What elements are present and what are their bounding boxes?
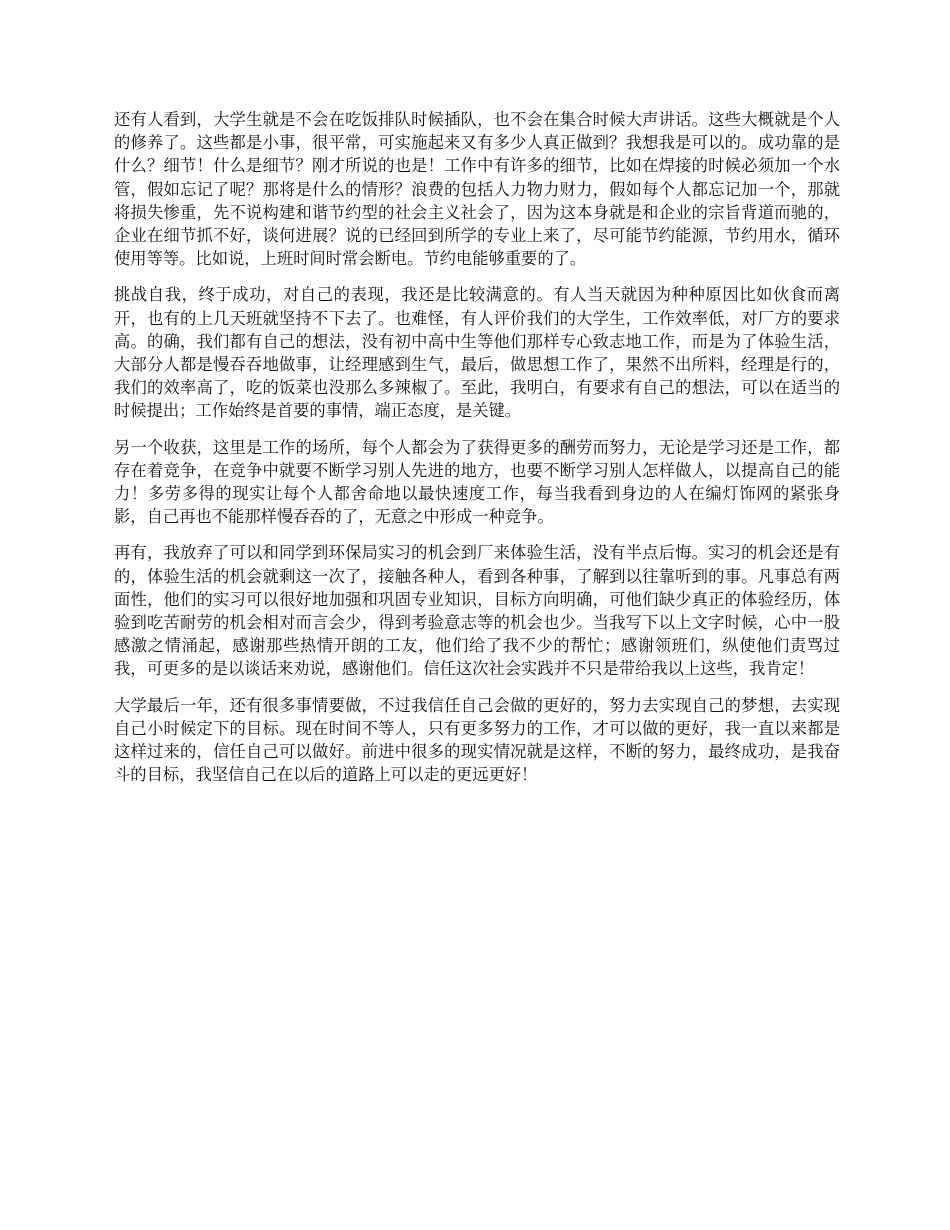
paragraph-5: 大学最后一年，还有很多事情要做，不过我信任自己会做的更好的，努力去实现自己的梦想，去实现自己小时候定下的目标。现在时间不等人，只有更多努力的工作，才可以做的更好，我一直以来都是这样过来的，信任自己可以做好。前进中很多的现实情况就是这样，不断的努力，最终成功，是我奋斗的目标，我坚信自己在以后的道路上可以走的更远更好！ xyxy=(114,695,840,785)
paragraph-3: 另一个收获，这里是工作的场所，每个人都会为了获得更多的酬劳而努力，无论是学习还是工作，都存在着竞争，在竞争中就要不断学习别人先进的地方，也要不断学习别人怎样做人，以提高自己的能力！多劳多得的现实让每个人都舍命地以最快速度工作，每当我看到身边的人在编灯饰网的紧张身影，自己再也不能那样慢吞吞的了，无意之中形成一种竞争。 xyxy=(114,437,840,527)
paragraph-1: 还有人看到，大学生就是不会在吃饭排队时候插队，也不会在集合时候大声讲话。这些大概就是个人的修养了。这些都是小事，很平常，可实施起来又有多少人真正做到？我想我是可以的。成功靠的是什么？细节！什么是细节？刚才所说的也是！工作中有许多的细节，比如在焊接的时候必须加一个水管，假如忘记了呢？那将是什么的情形？浪费的包括人力物力财力，假如每个人都忘记加一个，那就将损失惨重，先不说构建和谐节约型的社会主义社会了，因为这本身就是和企业的宗旨背道而驰的，企业在细节抓不好，谈何进展？说的已经回到所学的专业上来了，尽可能节约能源，节约用水，循环使用等等。比如说，上班时间时常会断电。节约电能够重要的了。 xyxy=(114,110,840,269)
document-body xyxy=(114,108,840,799)
paragraph-4: 再有，我放弃了可以和同学到环保局实习的机会到厂来体验生活，没有半点后悔。实习的机会还是有的，体验生活的机会就剩这一次了，接触各种人，看到各种事，了解到以往靠听到的事。凡事总有两面性，他们的实习可以很好地加强和巩固专业知识，目标方向明确，可他们缺少真正的体验经历，体验到吃苦耐劳的机会相对而言会少，得到考验意志等的机会也少。当我写下以上文字时候，心中一股感激之情涌起，感谢那些热情开朗的工友，他们给了我不少的帮忙；感谢领班们，纵使他们责骂过我，可更多的是以谈话来劝说，感谢他们。信任这次社会实践并不只是带给我以上这些，我肯定！ xyxy=(114,543,840,679)
paragraph-2: 挑战自我，终于成功，对自己的表现，我还是比较满意的。有人当天就因为种种原因比如伙食而离开，也有的上几天班就坚持不下去了。也难怪，有人评价我们的大学生，工作效率低，对厂方的要求高。的确，我们都有自己的想法，没有初中高中生等他们那样专心致志地工作，而是为了体验生活，大部分人都是慢吞吞地做事，让经理感到生气，最后，做思想工作了，果然不出所料，经理是行的，我们的效率高了，吃的饭菜也没那么多辣椒了。至此，我明白，有要求有自己的想法，可以在适当的时候提出；工作始终是首要的事情，端正态度，是关键。 xyxy=(114,285,840,421)
